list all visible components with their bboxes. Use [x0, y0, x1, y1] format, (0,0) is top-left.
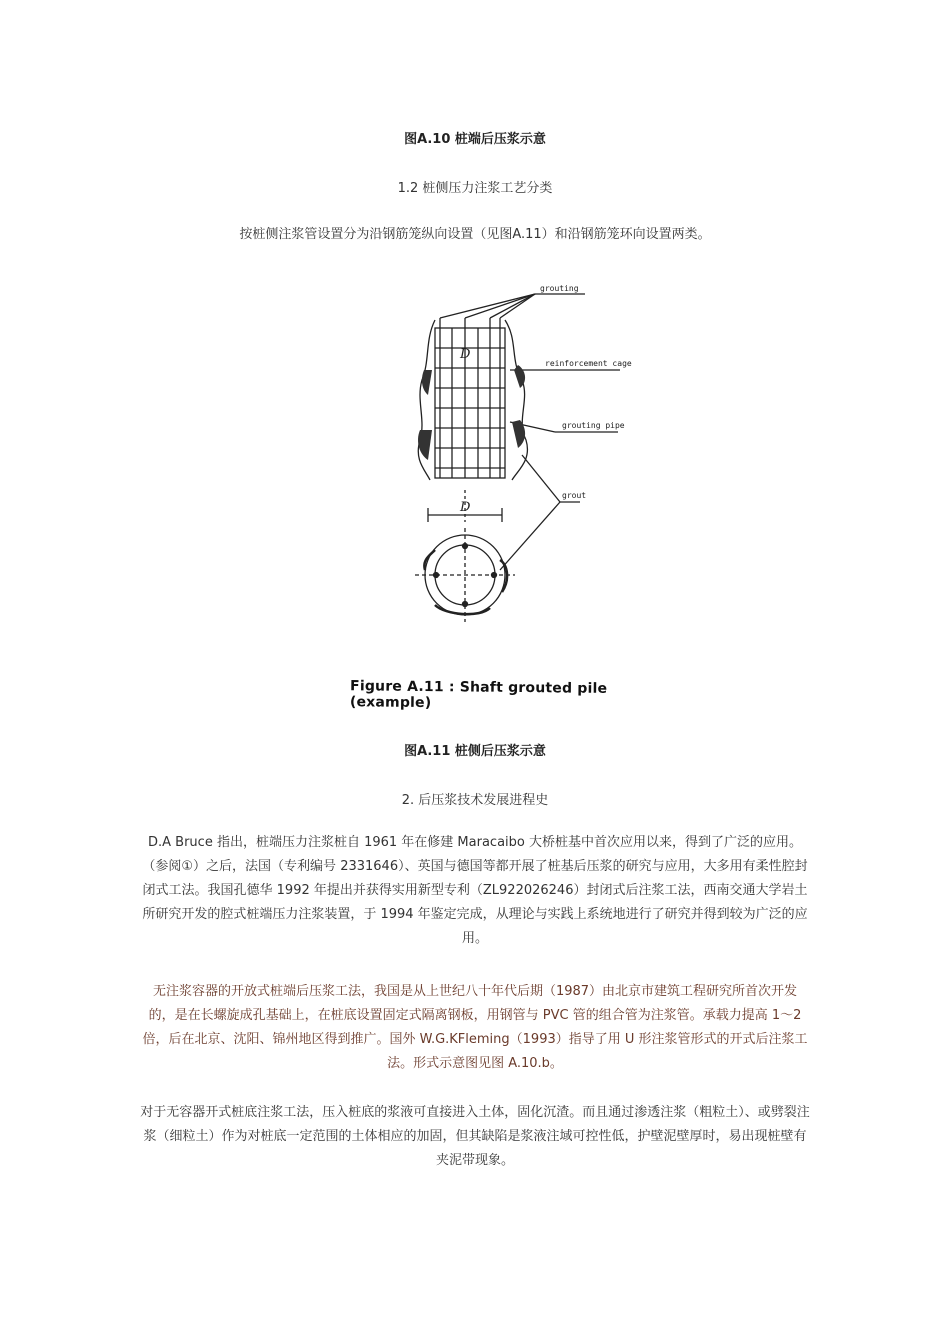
paragraph-history-bruce: D.A Bruce 指出，桩端压力注浆桩自 1961 年在修建 Maracaibo 大桥桩基中首次应用以来，得到了广泛的应用。（参阅①）之后，法国（专利编号 2331646）、英国与德国等都开展了桩基后压浆的研究与应用，大多用有柔性腔封闭式工法。我国孔德华 1992 年提出并获得实用新型专利（ZL922026246）封闭式后注浆工法，西南交通大学岩土所研究开发的腔式桩端压力注浆装置，于 1994 年鉴定完成，从理论与实践上系统地进行了研究并得到较为广泛的应用。	[142, 835, 808, 946]
label-grouting-pipe: grouting pipe	[562, 421, 625, 430]
section-heading-1-2: 1.2 桩侧压力注浆工艺分类	[397, 181, 553, 196]
label-d-top: D	[460, 347, 471, 362]
shaft-grouted-pile-figure	[340, 270, 700, 630]
label-grout: grout	[562, 491, 587, 500]
label-reinforcement-cage: reinforcement cage	[545, 359, 632, 368]
label-d-dimension: D	[460, 500, 471, 515]
figure-a11-english-caption: Figure A.11 : Shaft grouted pile (example)	[349, 678, 608, 712]
figure-a10-caption: 图A.10 桩端后压浆示意	[404, 132, 546, 147]
intro-paragraph: 按桩侧注浆管设置分为沿钢筋笼纵向设置（见图A.11）和沿钢筋笼环向设置两类。	[239, 227, 711, 242]
figure-a11-caption: 图A.11 桩侧后压浆示意	[404, 744, 546, 759]
paragraph-open-grouting: 无注浆容器的开放式桩端后压浆工法，我国是从上世纪八十年代后期（1987）由北京市建筑工程研究所首次开发的，是在长螺旋成孔基础上，在桩底设置固定式隔离钢板，用钢管与 PVC 管的组合管为注浆管。承载力提高 1～2 倍，后在北京、沈阳、锦州地区得到推广。国外 W.G.KFleming（1993）指导了用 U 形注浆管形式的开式后注浆工法。形式示意图见图 A.10.b。	[142, 984, 808, 1071]
section-heading-2: 2. 后压浆技术发展进程史	[401, 793, 549, 808]
paragraph-no-container: 对于无容器开式桩底注浆工法，压入桩底的浆液可直接进入土体，固化沉渣。而且通过渗透注浆（粗粒土）、或劈裂注浆（细粒土）作为对桩底一定范围的土体相应的加固，但其缺陷是浆液注域可控性低，护壁泥壁厚时，易出现桩壁有夹泥带现象。	[140, 1105, 810, 1168]
label-grouting: grouting	[540, 284, 579, 293]
shaft-outline-right	[505, 320, 527, 480]
